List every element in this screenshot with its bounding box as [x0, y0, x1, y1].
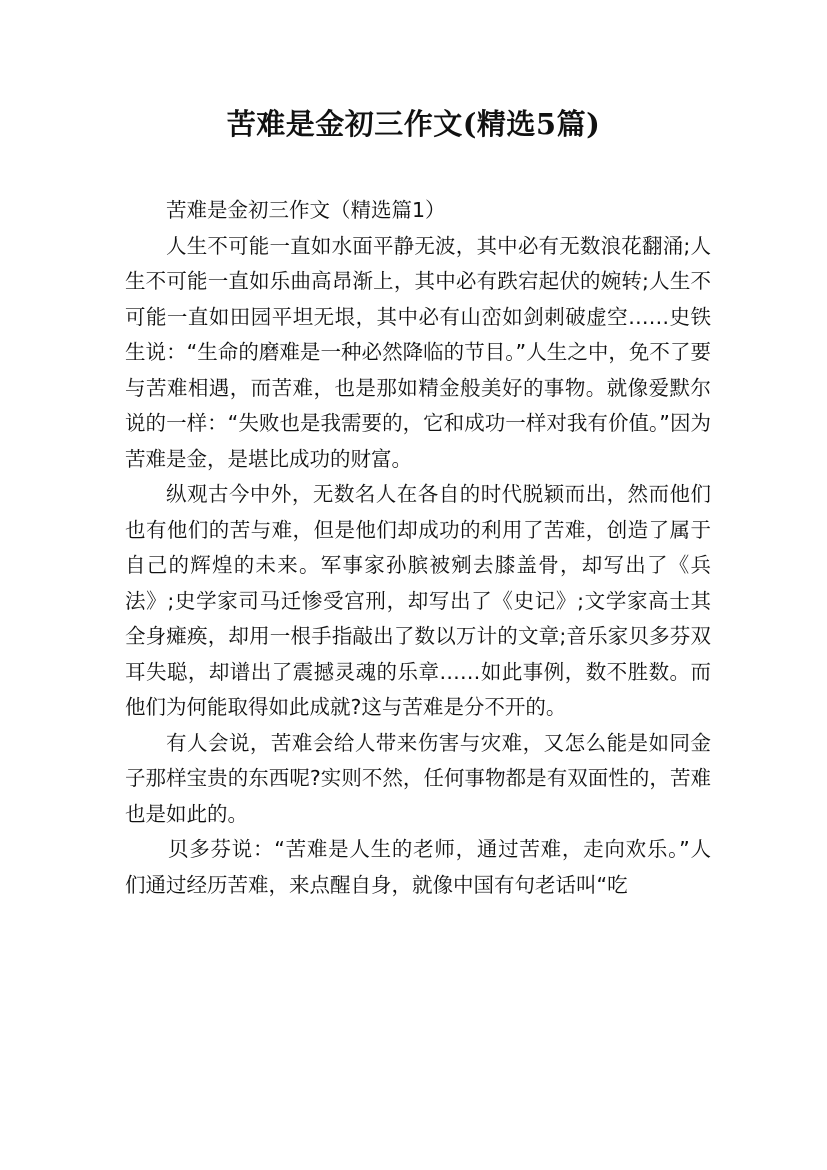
paragraph: 有人会说，苦难会给人带来伤害与灾难，又怎么能是如同金子那样宝贵的东西呢?实则不然，任何事物都是有双面性的，苦难也是如此的。 — [125, 730, 711, 826]
document-title: 苦难是金初三作文(精选5篇) — [226, 107, 601, 141]
paragraph: 纵观古今中外，无数名人在各自的时代脱颖而出，然而他们也有他们的苦与难，但是他们却成功的利用了苦难，创造了属于自己的辉煌的未来。军事家孙膑被剜去膝盖骨，却写出了《兵法》;史学家司马迁惨受宫刑，却写出了《史记》;文学家高士其全身瘫痪，却用一根手指敲出了数以万计的文章;音乐家贝多芬双耳失聪，却谱出了震撼灵魂的乐章……如此事例，数不胜数。而他们为何能取得如此成就?这与苦难是分不开的。 — [125, 482, 711, 719]
paragraph: 人生不可能一直如水面平静无波，其中必有无数浪花翻涌;人生不可能一直如乐曲高昂渐上，其中必有跌宕起伏的婉转;人生不可能一直如田园平坦无垠，其中必有山峦如剑刺破虚空……史铁生说：“生命的磨难是一种必然降临的节目。”人生之中，免不了要与苦难相遇，而苦难，也是那如精金般美好的事物。就像爱默尔说的一样：“失败也是我需要的，它和成功一样对我有价值。”因为苦难是金，是堪比成功的财富。 — [125, 233, 711, 471]
section-heading: 苦难是金初三作文（精选篇1） — [166, 198, 446, 222]
document-body — [125, 193, 711, 903]
paragraph: 贝多芬说：“苦难是人生的老师，通过苦难，走向欢乐。”人们通过经历苦难，来点醒自身，就像中国有句老话叫“吃 — [125, 837, 711, 897]
